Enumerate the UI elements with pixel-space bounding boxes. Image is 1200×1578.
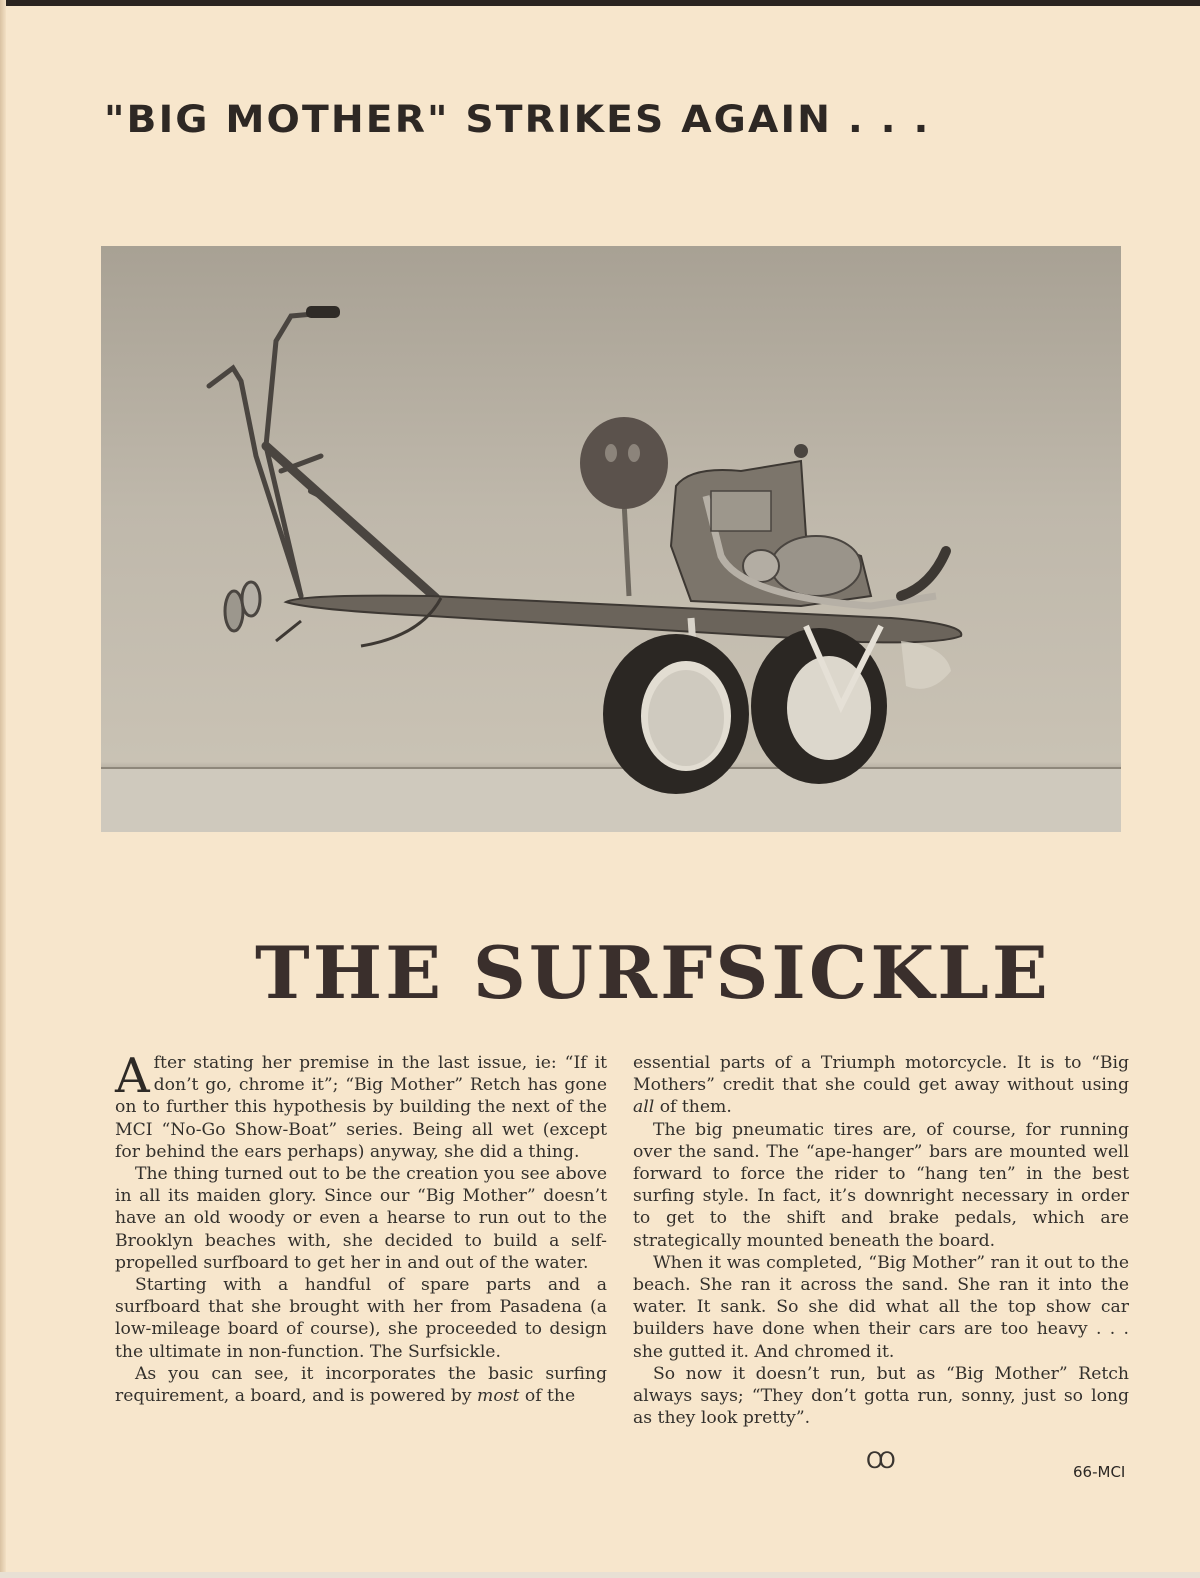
- paragraph-text: As you can see, it incorporates the basic surfing requirement, a board, and is powered by: [115, 1363, 607, 1407]
- article-paragraph: [115, 1048, 607, 1163]
- kicker-headline: "BIG MOTHER" STRIKES AGAIN . . .: [104, 98, 931, 141]
- article-column-left: [115, 1048, 607, 1407]
- article-paragraph: Starting with a handful of spare parts and a surfboard that she brought with her from Pasadena (a low-mileage board of course), she proceeded to design the ultimate in non-function. The Surfsickle.: [115, 1275, 607, 1362]
- italic-emphasis: all: [633, 1097, 655, 1118]
- paragraph-text: fter stating her premise in the last issue, ie: “If it don’t go, chrome it”; “Big Mother” Retch has gone on to further this hypothesis by building the next of the MCI “No-Go Show-Boat” series. Being all wet (except for behind the ears perhaps) anyway, she did a thing.: [115, 1053, 607, 1162]
- article-paragraph: The thing turned out to be the creation you see above in all its maiden glory. Since our “Big Mother” doesn’t have an old woody or even a hearse to run out to the Brooklyn beaches with, she decided to build a self-propelled surfboard to get her in and out of the water.: [115, 1164, 607, 1273]
- fuel-tank: [580, 417, 668, 596]
- surfboard-fin: [901, 641, 951, 689]
- triumph-engine: [671, 444, 946, 606]
- drop-cap: A: [115, 1048, 150, 1104]
- page-edge-bottom: [0, 1572, 1200, 1578]
- article-paragraph: When it was completed, “Big Mother” ran it out to the beach. She ran it across the sand. She ran it into the water. It sank. So she did what all the top show car builders have done when their cars are too heavy . . . she gutted it. And chromed it.: [633, 1252, 1129, 1362]
- front-wheels: [225, 582, 260, 631]
- page-edge-left: [0, 0, 6, 1578]
- italic-emphasis: most: [477, 1386, 520, 1407]
- article-paragraph: [633, 1052, 1129, 1119]
- page-folio: 66-MCI: [1073, 1463, 1126, 1481]
- article-paragraph: [115, 1363, 607, 1407]
- article-headline: THE SURFSICKLE: [255, 930, 1051, 1015]
- paragraph-text: essential parts of a Triumph motorcycle. It is to “Big Mothers” credit that she could get away without using: [633, 1053, 1129, 1096]
- ape-hanger-bars: [209, 306, 436, 598]
- page-edge-top: [0, 0, 1200, 6]
- floor: [101, 768, 1121, 832]
- article-paragraph: So now it doesn’t run, but as “Big Mother” Retch always says; “They don’t gotta run, sonny, just so long as they look pretty”.: [633, 1363, 1129, 1429]
- end-mark-icon: OO: [866, 1449, 891, 1474]
- article-paragraph: The big pneumatic tires are, of course, for running over the sand. The “ape-hanger” bars are mounted well forward to force the rider to “hang ten” in the best surfing style. In fact, it’s downright necessary in order to get to the shift and brake pedals, which are strategically mounted beneath the board.: [633, 1119, 1129, 1251]
- surfsickle-photo: [101, 246, 1121, 832]
- paragraph-text: of them.: [654, 1097, 732, 1118]
- surfsickle-illustration: [101, 246, 1121, 832]
- article-column-right: [633, 1052, 1129, 1429]
- paragraph-text: of the: [519, 1386, 576, 1407]
